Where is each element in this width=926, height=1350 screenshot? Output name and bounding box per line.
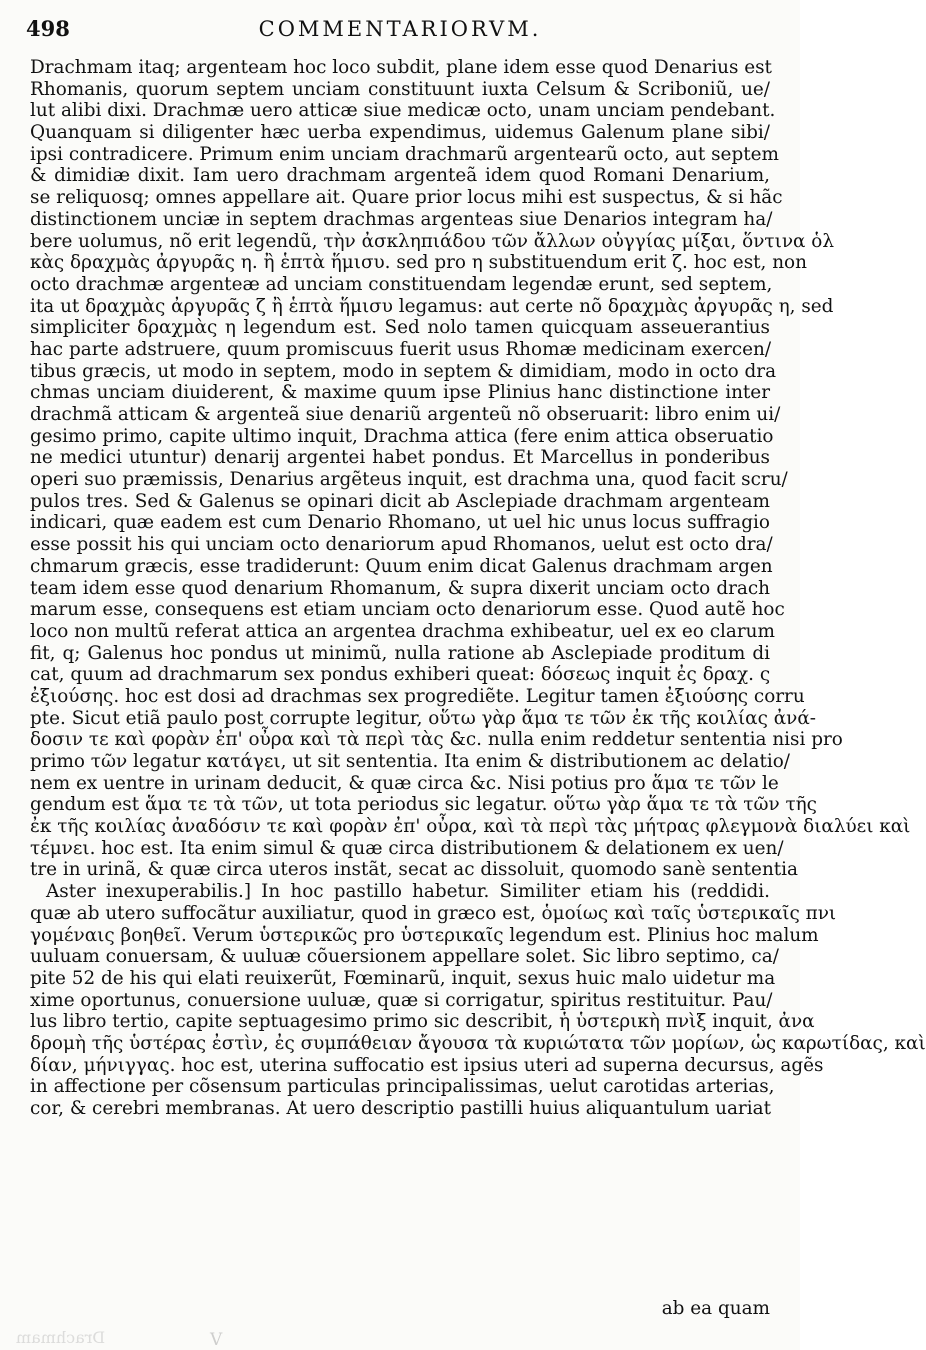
- text-line: & dimidiæ dixit. Iam uero drachmam argenteã idem quod Romani Denarium,: [30, 165, 770, 187]
- text-line: indicari, quæ eadem est cum Denario Rhomano, ut uel hic unus locus suffragio: [30, 512, 770, 534]
- text-line: pulos tres. Sed & Galenus se opinari dicit ab Asclepiade drachmam argenteam: [30, 490, 770, 512]
- text-line: quæ ab utero suffocãtur auxiliatur, quod in græco est, ὁμοίως καὶ ταῖς ὑστερικαῖς πνι: [30, 902, 837, 924]
- text-line: chmas unciam diuiderent, & maxime quum ipse Plinius hanc distinctione inter: [30, 382, 770, 404]
- text-line: τέμνει. hoc est. Ita enim simul & quæ circa distributionem & delationem ex uen/: [30, 837, 784, 859]
- text-line: cor, & cerebri membranas. At uero descriptio pastilli huius aliquantulum uariat: [30, 1098, 771, 1119]
- text-line: tre in urinã, & quæ circa uteros instãt, secat ac dissoluit, quomodo sanè sententia: [30, 859, 799, 881]
- text-line: operi suo præmissis, Denarius argẽteus inquit, est drachma una, quod facit scru/: [30, 469, 788, 491]
- text-line: uuluam conuersam, & uuluæ cõuersionem appellare solet. Sic libro septimo, ca/: [30, 946, 779, 968]
- text-line: in affectione per cõsensum particulas principalissimas, uelut carotidas arterias,: [30, 1076, 775, 1098]
- text-line: nem ex uentre in urinam deducit, & quæ circa &c. Nisi potius pro ἅμα τε τῶν le: [30, 772, 779, 794]
- text-line: team idem esse quod denarium Rhomanum, & supra dixerit unciam octo drach: [30, 577, 770, 599]
- text-line: esse possit his qui unciam octo denariorum apud Rhomanos, uelut est octo dra/: [30, 534, 773, 556]
- text-line: loco non multũ referat attica an argentea drachma exhibeatur, uel ex eo clarum: [30, 620, 775, 642]
- text-line: δίαν, μήνιγγας. hoc est, uterina suffocatio est ipsius uteri ad superna decursus, agẽs: [30, 1054, 824, 1076]
- text-line: γομέναις βοηθεῖ. Verum ὑστερικῶς pro ὑστερικαῖς legendum est. Plinius hoc malum: [30, 924, 819, 946]
- text-line: octo drachmæ argenteæ ad unciam constituendam legendæ erunt, sed septem,: [30, 273, 773, 295]
- text-line: pte. Sicut etiã paulo post corrupte legitur, οὕτω γὰρ ἅμα τε τῶν ἐκ τῆς κοιλίας ἀνά-: [30, 707, 816, 729]
- text-line: pite 52 de his qui elati reuixerũt, Fœminarũ, inquit, sexus huic malo uidetur ma: [30, 967, 776, 989]
- text-line: distinctionem unciæ in septem drachmas argenteas siue Denarios integram ha/: [30, 208, 773, 230]
- text-line: se reliquosq; omnes appellare ait. Quare prior locus mihi est suspectus, & si hãc: [30, 187, 783, 209]
- signature-mark: V: [210, 1330, 223, 1350]
- text-line: ne medici utuntur) denarij argentei habet pondus. Et Marcellus in ponderibus: [30, 447, 770, 469]
- body-text: [30, 57, 926, 1120]
- text-line: ἐκ τῆς κοιλίας ἀναδόσιν τε καὶ φορὰν ἐπ' οὖρα, καὶ τὰ περὶ τὰς μήτρας φλεγμονὰ διαλύει καὶ: [30, 816, 911, 838]
- text-line: bere uolumus, nõ erit legendũ, τὴν ἀσκληπιάδου τῶν ἄλλων οὐγγίας μίξαι, ὅντινα ὁλ: [30, 230, 834, 252]
- page-header: [26, 14, 774, 44]
- text-line: κὰς δραχμὰς ἀργυρᾶς η. ἢ ἑπτὰ ἥμισυ. sed pro η substituendum erit ζ. hoc est, non: [30, 252, 807, 274]
- page-number: 498: [26, 16, 70, 41]
- text-line: gesimo primo, capite ultimo inquit, Drachma attica (fere enim attica obseruatio: [30, 425, 774, 447]
- text-line: cat, quum ad drachmarum sex pondus exhiberi queat: δόσεως inquit ἐς δραχ. ς: [30, 664, 771, 686]
- catchword: ab ea quam: [661, 1298, 770, 1319]
- text-line: chmarum græcis, esse tradiderunt: Quum enim dicat Galenus drachmam argen: [30, 555, 773, 577]
- text-line: marum esse, consequens est etiam unciam octo denariorum esse. Quod autẽ hoc: [30, 599, 785, 621]
- text-line: ἐξιούσης. hoc est dosi ad drachmas sex progrediẽte. Legitur tamen ἐξιούσης corru: [30, 685, 805, 707]
- text-line: Drachmam itaq; argenteam hoc loco subdit, plane idem esse quod Denarius est: [30, 57, 772, 78]
- text-line: xime oportunus, conuersione uuluæ, quæ si corrigatur, spiritus restituitur. Pau/: [30, 989, 773, 1011]
- text-line: δοσιν τε καὶ φορὰν ἐπ' οὖρα καὶ τὰ περὶ τὰς &c. nulla enim reddetur sententia nisi pro: [30, 729, 843, 751]
- text-line: ita ut δραχμὰς ἀργυρᾶς ζ ἢ ἑπτὰ ἥμισυ legamus: aut certe nõ δραχμὰς ἀργυρᾶς η, sed: [30, 295, 834, 317]
- text-line: primo τῶν legatur κατάγει, ut sit sententia. Ita enim & distributionem ac delatio/: [30, 751, 791, 772]
- running-head: COMMENTARIORVM.: [258, 17, 542, 41]
- text-line: Rhomanis, quorum septem unciam constituunt iuxta Celsum & Scriboniũ, ue/: [30, 78, 770, 100]
- text-line: hac parte adstruere, quum promiscuus fuerit usus Rhomæ medicinam exercen/: [30, 338, 772, 360]
- text-line: lus libro tertio, capite septuagesimo primo sic describit, ἡ ὑστερικὴ πνὶξ inquit, ἀνα: [30, 1011, 815, 1033]
- text-line: fit, q; Galenus hoc pondus ut minimũ, nulla ratione ab Asclepiade proditum di: [30, 642, 770, 664]
- show-through-text: Drachmam: [16, 1328, 106, 1347]
- text-line: Quanquam si diligenter hæc uerba expendimus, uidemus Galenum plane sibi/: [30, 122, 770, 144]
- text-line: ipsi contradicere. Primum enim unciam drachmarũ argentearũ octo, aut septem: [30, 143, 779, 165]
- text-line: simpliciter δραχμὰς η legendum est. Sed nolo tamen quicquam asseuerantius: [30, 317, 770, 339]
- text-line: lut alibi dixi. Drachmæ uero atticæ siue medicæ octo, unam unciam pendebant.: [30, 100, 776, 122]
- text-line: δρομὴ τῆς ὑστέρας ἐστὶν, ἐς συμπάθειαν ἄγουσα τὰ κυριώτατα τῶν μορίων, ὡς καρωτίδας, καὶ: [30, 1032, 926, 1054]
- text-line: drachmã atticam & argenteã siue denariũ argenteũ nõ obseruarit: libro enim ui/: [30, 404, 781, 425]
- text-line: Aster inexuperabilis.] In hoc pastillo habetur. Similiter etiam his (reddidi.: [46, 881, 770, 903]
- text-line: tibus græcis, ut modo in septem, modo in septem & dimidiam, modo in octo dra: [30, 360, 777, 382]
- text-line: gendum est ἅμα τε τὰ τῶν, ut tota periodus sic legatur. οὕτω γὰρ ἅμα τε τὰ τῶν τῆς: [30, 794, 817, 816]
